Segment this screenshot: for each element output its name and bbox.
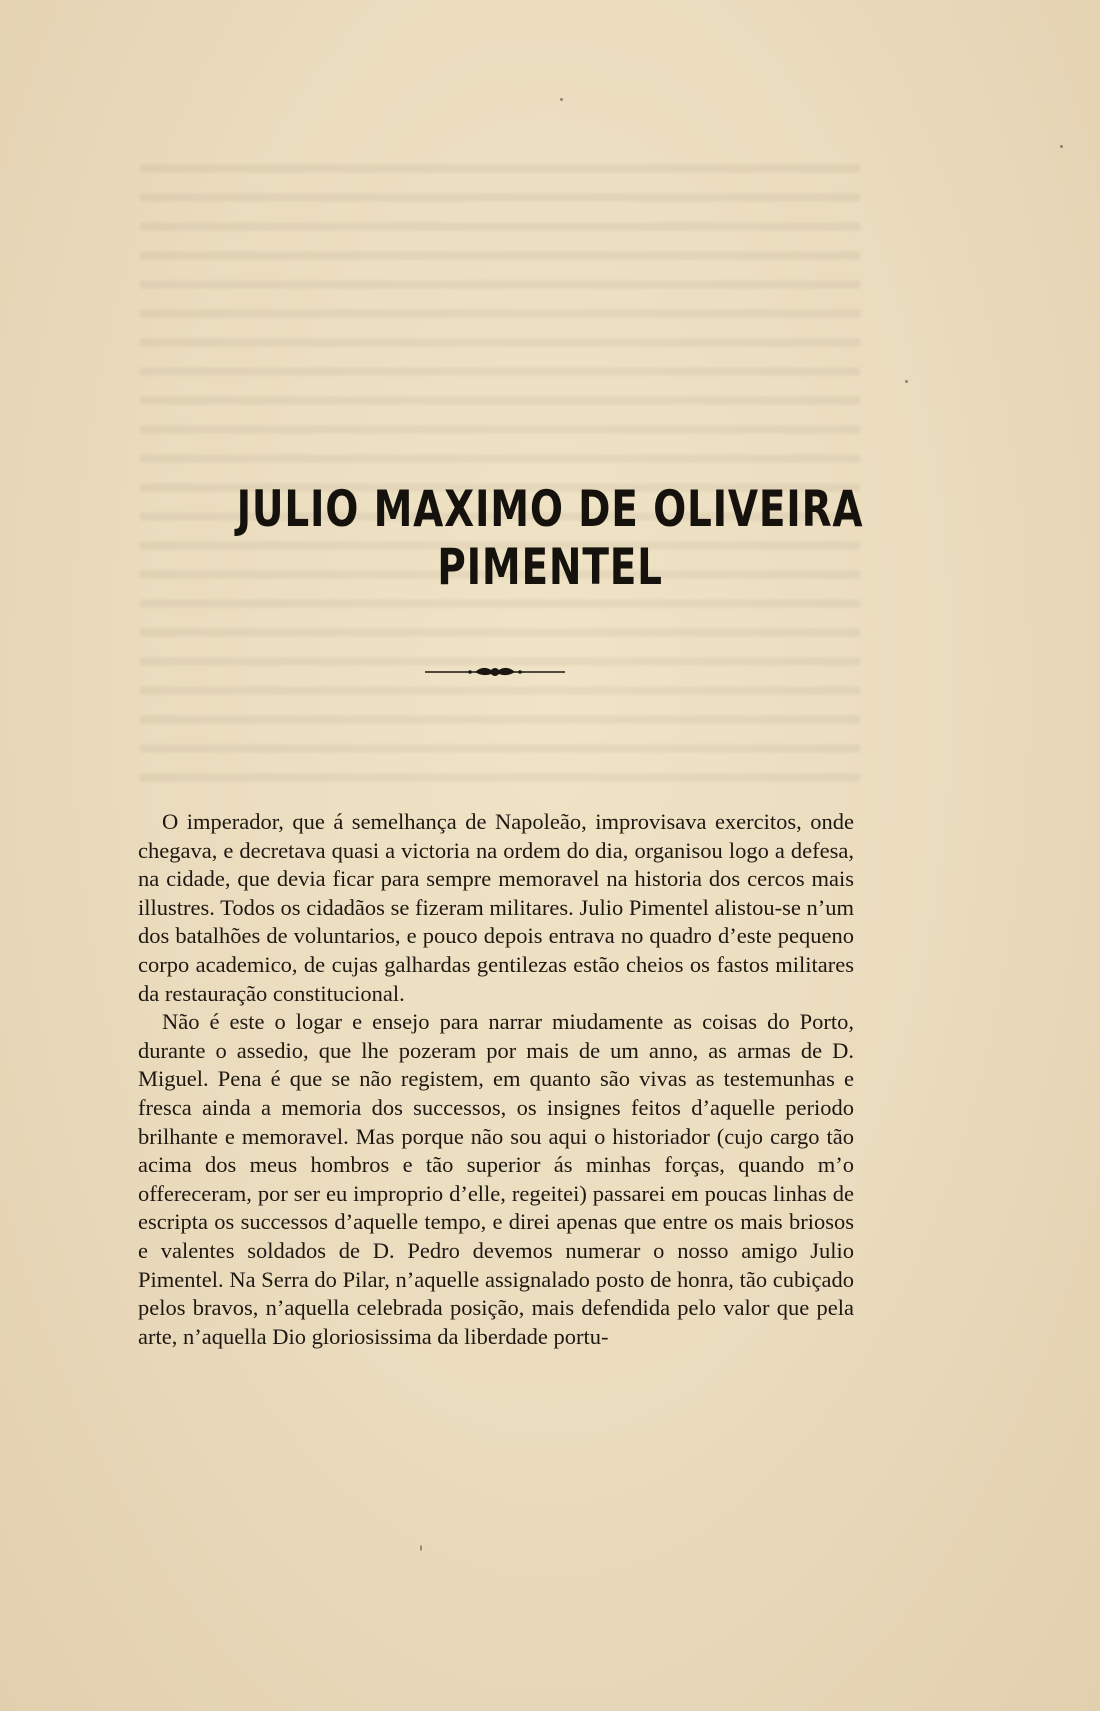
paper-speck [560,98,563,101]
bleed-through-texture [140,150,860,790]
paper-speck [420,1545,422,1551]
paper-speck [905,380,908,383]
paper-speck [1060,145,1063,148]
paragraph: O imperador, que á semelhança de Napoleão, improvisava exercitos, onde chegava, e decretava quasi a victoria na ordem do dia, organisou logo a defesa, na cidade, que devia ficar para sempre memoravel na historia dos cercos mais illustres. Todos os cidadãos se fizeram militares. Julio Pimentel alistou-se n’um dos batalhões de voluntarios, e pouco depois entrava no quadro d’este pequeno corpo academico, de cujas galhardas gentilezas estão cheios os fastos militares da restauração constitucional. [138,809,854,1006]
body-text [138,808,854,1351]
page-title: JULIO MAXIMO DE OLIVEIRA PIMENTEL [236,480,864,596]
ornament-divider-icon [425,662,565,682]
paragraph: Não é este o logar e ensejo para narrar miudamente as coisas do Porto, durante o assedio, que lhe pozeram por mais de um anno, as armas de D. Miguel. Pena é que se não registem, em quanto são vivas as testemunhas e fresca ainda a memoria dos successos, os insignes feitos d’aquelle periodo brilhante e memoravel. Mas porque não sou aqui o historiador (cujo cargo tão acima dos meus hombros e tão superior ás minhas forças, quando m’o offereceram, por ser eu improprio d’elle, regeitei) passarei em poucas linhas de escripta os successos d’aquelle tempo, e direi apenas que entre os mais briosos e valentes soldados de D. Pedro devemos numerar o nosso amigo Julio Pimentel. Na Serra do Pilar, n’aquelle assignalado posto de honra, tão cubiçado pelos bravos, n’aquella celebrada posição, mais defendida pelo valor que pela arte, n’aquella Dio gloriosissima da liberdade portu- [138,1009,854,1349]
